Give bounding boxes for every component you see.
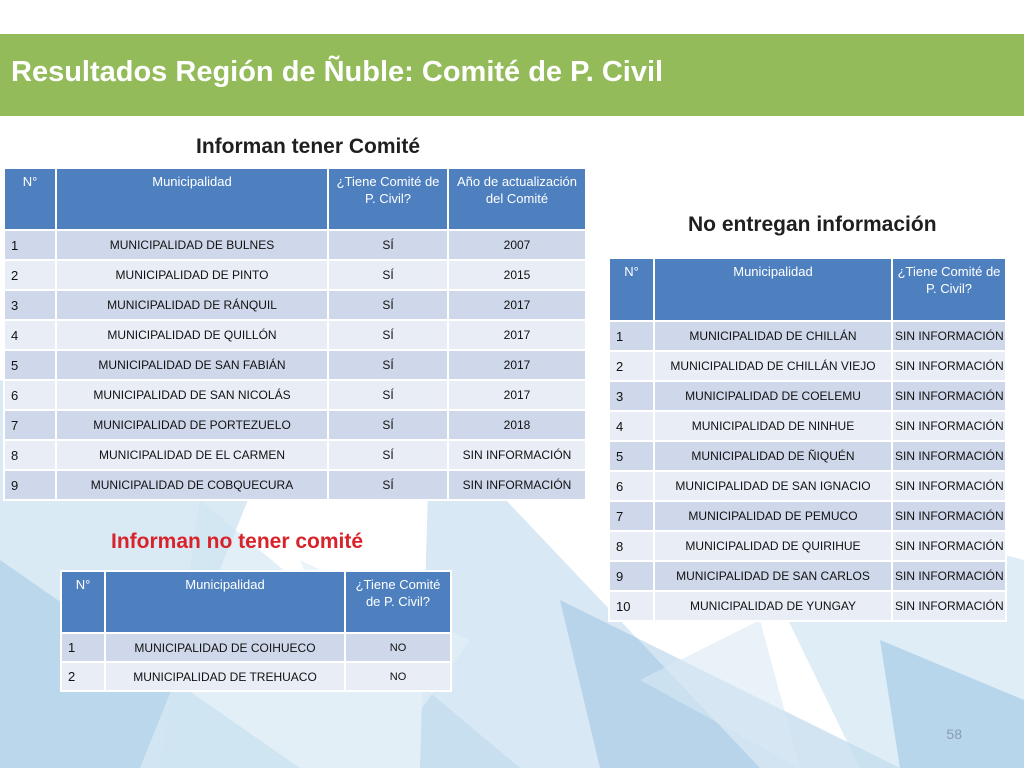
table-row — [4, 290, 586, 320]
cell-n: 2 — [609, 351, 654, 381]
table-row — [61, 662, 451, 691]
column-header-n: N° — [4, 168, 56, 230]
cell-anio: 2017 — [448, 290, 586, 320]
cell-n: 4 — [609, 411, 654, 441]
cell-tiene: SIN INFORMACIÓN — [892, 351, 1006, 381]
cell-n: 9 — [4, 470, 56, 500]
cell-tiene: SIN INFORMACIÓN — [892, 531, 1006, 561]
table-row — [4, 410, 586, 440]
column-header-tiene-comite: ¿Tiene Comité de P. Civil? — [892, 258, 1006, 321]
table-row — [61, 633, 451, 662]
cell-municipalidad: MUNICIPALIDAD DE CHILLÁN — [654, 321, 892, 351]
cell-tiene: SÍ — [328, 470, 448, 500]
column-header-n: N° — [609, 258, 654, 321]
cell-anio: SIN INFORMACIÓN — [448, 470, 586, 500]
cell-n: 4 — [4, 320, 56, 350]
cell-n: 5 — [609, 441, 654, 471]
cell-tiene: SIN INFORMACIÓN — [892, 471, 1006, 501]
cell-n: 10 — [609, 591, 654, 621]
cell-tiene: SÍ — [328, 350, 448, 380]
cell-tiene: SÍ — [328, 230, 448, 260]
column-header-tiene-comite: ¿Tiene Comité de P. Civil? — [345, 571, 451, 633]
column-header-municipalidad: Municipalidad — [56, 168, 328, 230]
table-row — [609, 381, 1006, 411]
cell-tiene: SÍ — [328, 260, 448, 290]
cell-municipalidad: MUNICIPALIDAD DE CHILLÁN VIEJO — [654, 351, 892, 381]
cell-municipalidad: MUNICIPALIDAD DE TREHUACO — [105, 662, 345, 691]
cell-tiene: SÍ — [328, 410, 448, 440]
cell-n: 8 — [4, 440, 56, 470]
cell-tiene: SIN INFORMACIÓN — [892, 411, 1006, 441]
cell-n: 1 — [61, 633, 105, 662]
table-row — [609, 471, 1006, 501]
cell-n: 7 — [4, 410, 56, 440]
cell-municipalidad: MUNICIPALIDAD DE PORTEZUELO — [56, 410, 328, 440]
slide-title: Resultados Región de Ñuble: Comité de P. Civil — [11, 56, 664, 88]
page-number: 58 — [946, 726, 962, 742]
cell-municipalidad: MUNICIPALIDAD DE COBQUECURA — [56, 470, 328, 500]
table-row — [4, 230, 586, 260]
cell-tiene: NO — [345, 633, 451, 662]
heading-con-comite: Informan tener Comité — [196, 135, 421, 158]
cell-anio: 2007 — [448, 230, 586, 260]
cell-n: 5 — [4, 350, 56, 380]
cell-n: 2 — [61, 662, 105, 691]
cell-municipalidad: MUNICIPALIDAD DE RÁNQUIL — [56, 290, 328, 320]
cell-n: 3 — [4, 290, 56, 320]
cell-municipalidad: MUNICIPALIDAD DE SAN FABIÁN — [56, 350, 328, 380]
table-row — [609, 531, 1006, 561]
cell-n: 3 — [609, 381, 654, 411]
table-row — [4, 320, 586, 350]
table-row — [4, 470, 586, 500]
heading-sin-comite: Informan no tener comité — [111, 530, 364, 553]
cell-anio: 2017 — [448, 380, 586, 410]
cell-municipalidad: MUNICIPALIDAD DE EL CARMEN — [56, 440, 328, 470]
cell-tiene: SIN INFORMACIÓN — [892, 441, 1006, 471]
column-header-tiene-comite: ¿Tiene Comité de P. Civil? — [328, 168, 448, 230]
cell-anio: SIN INFORMACIÓN — [448, 440, 586, 470]
cell-n: 9 — [609, 561, 654, 591]
table-row — [609, 351, 1006, 381]
cell-anio: 2017 — [448, 350, 586, 380]
column-header-n: N° — [61, 571, 105, 633]
table-row — [609, 501, 1006, 531]
cell-municipalidad: MUNICIPALIDAD DE PEMUCO — [654, 501, 892, 531]
table-row — [609, 561, 1006, 591]
table-row — [4, 440, 586, 470]
table-row — [4, 380, 586, 410]
cell-municipalidad: MUNICIPALIDAD DE QUILLÓN — [56, 320, 328, 350]
table-row — [4, 350, 586, 380]
column-header-municipalidad: Municipalidad — [654, 258, 892, 321]
cell-tiene: SIN INFORMACIÓN — [892, 381, 1006, 411]
cell-anio: 2017 — [448, 320, 586, 350]
cell-tiene: SIN INFORMACIÓN — [892, 591, 1006, 621]
cell-tiene: SÍ — [328, 290, 448, 320]
cell-anio: 2018 — [448, 410, 586, 440]
cell-municipalidad: MUNICIPALIDAD DE QUIRIHUE — [654, 531, 892, 561]
cell-municipalidad: MUNICIPALIDAD DE BULNES — [56, 230, 328, 260]
cell-n: 6 — [4, 380, 56, 410]
cell-municipalidad: MUNICIPALIDAD DE PINTO — [56, 260, 328, 290]
cell-n: 6 — [609, 471, 654, 501]
cell-municipalidad: MUNICIPALIDAD DE SAN NICOLÁS — [56, 380, 328, 410]
cell-municipalidad: MUNICIPALIDAD DE COIHUECO — [105, 633, 345, 662]
cell-n: 2 — [4, 260, 56, 290]
table-sin-informacion — [608, 257, 1007, 622]
cell-tiene: SIN INFORMACIÓN — [892, 501, 1006, 531]
cell-tiene: NO — [345, 662, 451, 691]
table-header-row — [609, 258, 1006, 321]
table-row — [609, 441, 1006, 471]
table-con-comite — [3, 167, 587, 501]
table-sin-comite — [60, 570, 452, 692]
column-header-anio: Año de actualización del Comité — [448, 168, 586, 230]
cell-municipalidad: MUNICIPALIDAD DE SAN CARLOS — [654, 561, 892, 591]
cell-tiene: SÍ — [328, 380, 448, 410]
table-header-row — [4, 168, 586, 230]
cell-municipalidad: MUNICIPALIDAD DE NINHUE — [654, 411, 892, 441]
table-row — [609, 591, 1006, 621]
cell-n: 8 — [609, 531, 654, 561]
column-header-municipalidad: Municipalidad — [105, 571, 345, 633]
cell-tiene: SIN INFORMACIÓN — [892, 561, 1006, 591]
table-row — [4, 260, 586, 290]
table-row — [609, 321, 1006, 351]
table-header-row — [61, 571, 451, 633]
cell-n: 1 — [609, 321, 654, 351]
cell-n: 1 — [4, 230, 56, 260]
cell-tiene: SÍ — [328, 320, 448, 350]
heading-sin-informacion: No entregan información — [688, 213, 937, 236]
cell-municipalidad: MUNICIPALIDAD DE SAN IGNACIO — [654, 471, 892, 501]
cell-tiene: SIN INFORMACIÓN — [892, 321, 1006, 351]
cell-municipalidad: MUNICIPALIDAD DE COELEMU — [654, 381, 892, 411]
cell-anio: 2015 — [448, 260, 586, 290]
cell-n: 7 — [609, 501, 654, 531]
cell-municipalidad: MUNICIPALIDAD DE ÑIQUÉN — [654, 441, 892, 471]
table-row — [609, 411, 1006, 441]
cell-tiene: SÍ — [328, 440, 448, 470]
cell-municipalidad: MUNICIPALIDAD DE YUNGAY — [654, 591, 892, 621]
